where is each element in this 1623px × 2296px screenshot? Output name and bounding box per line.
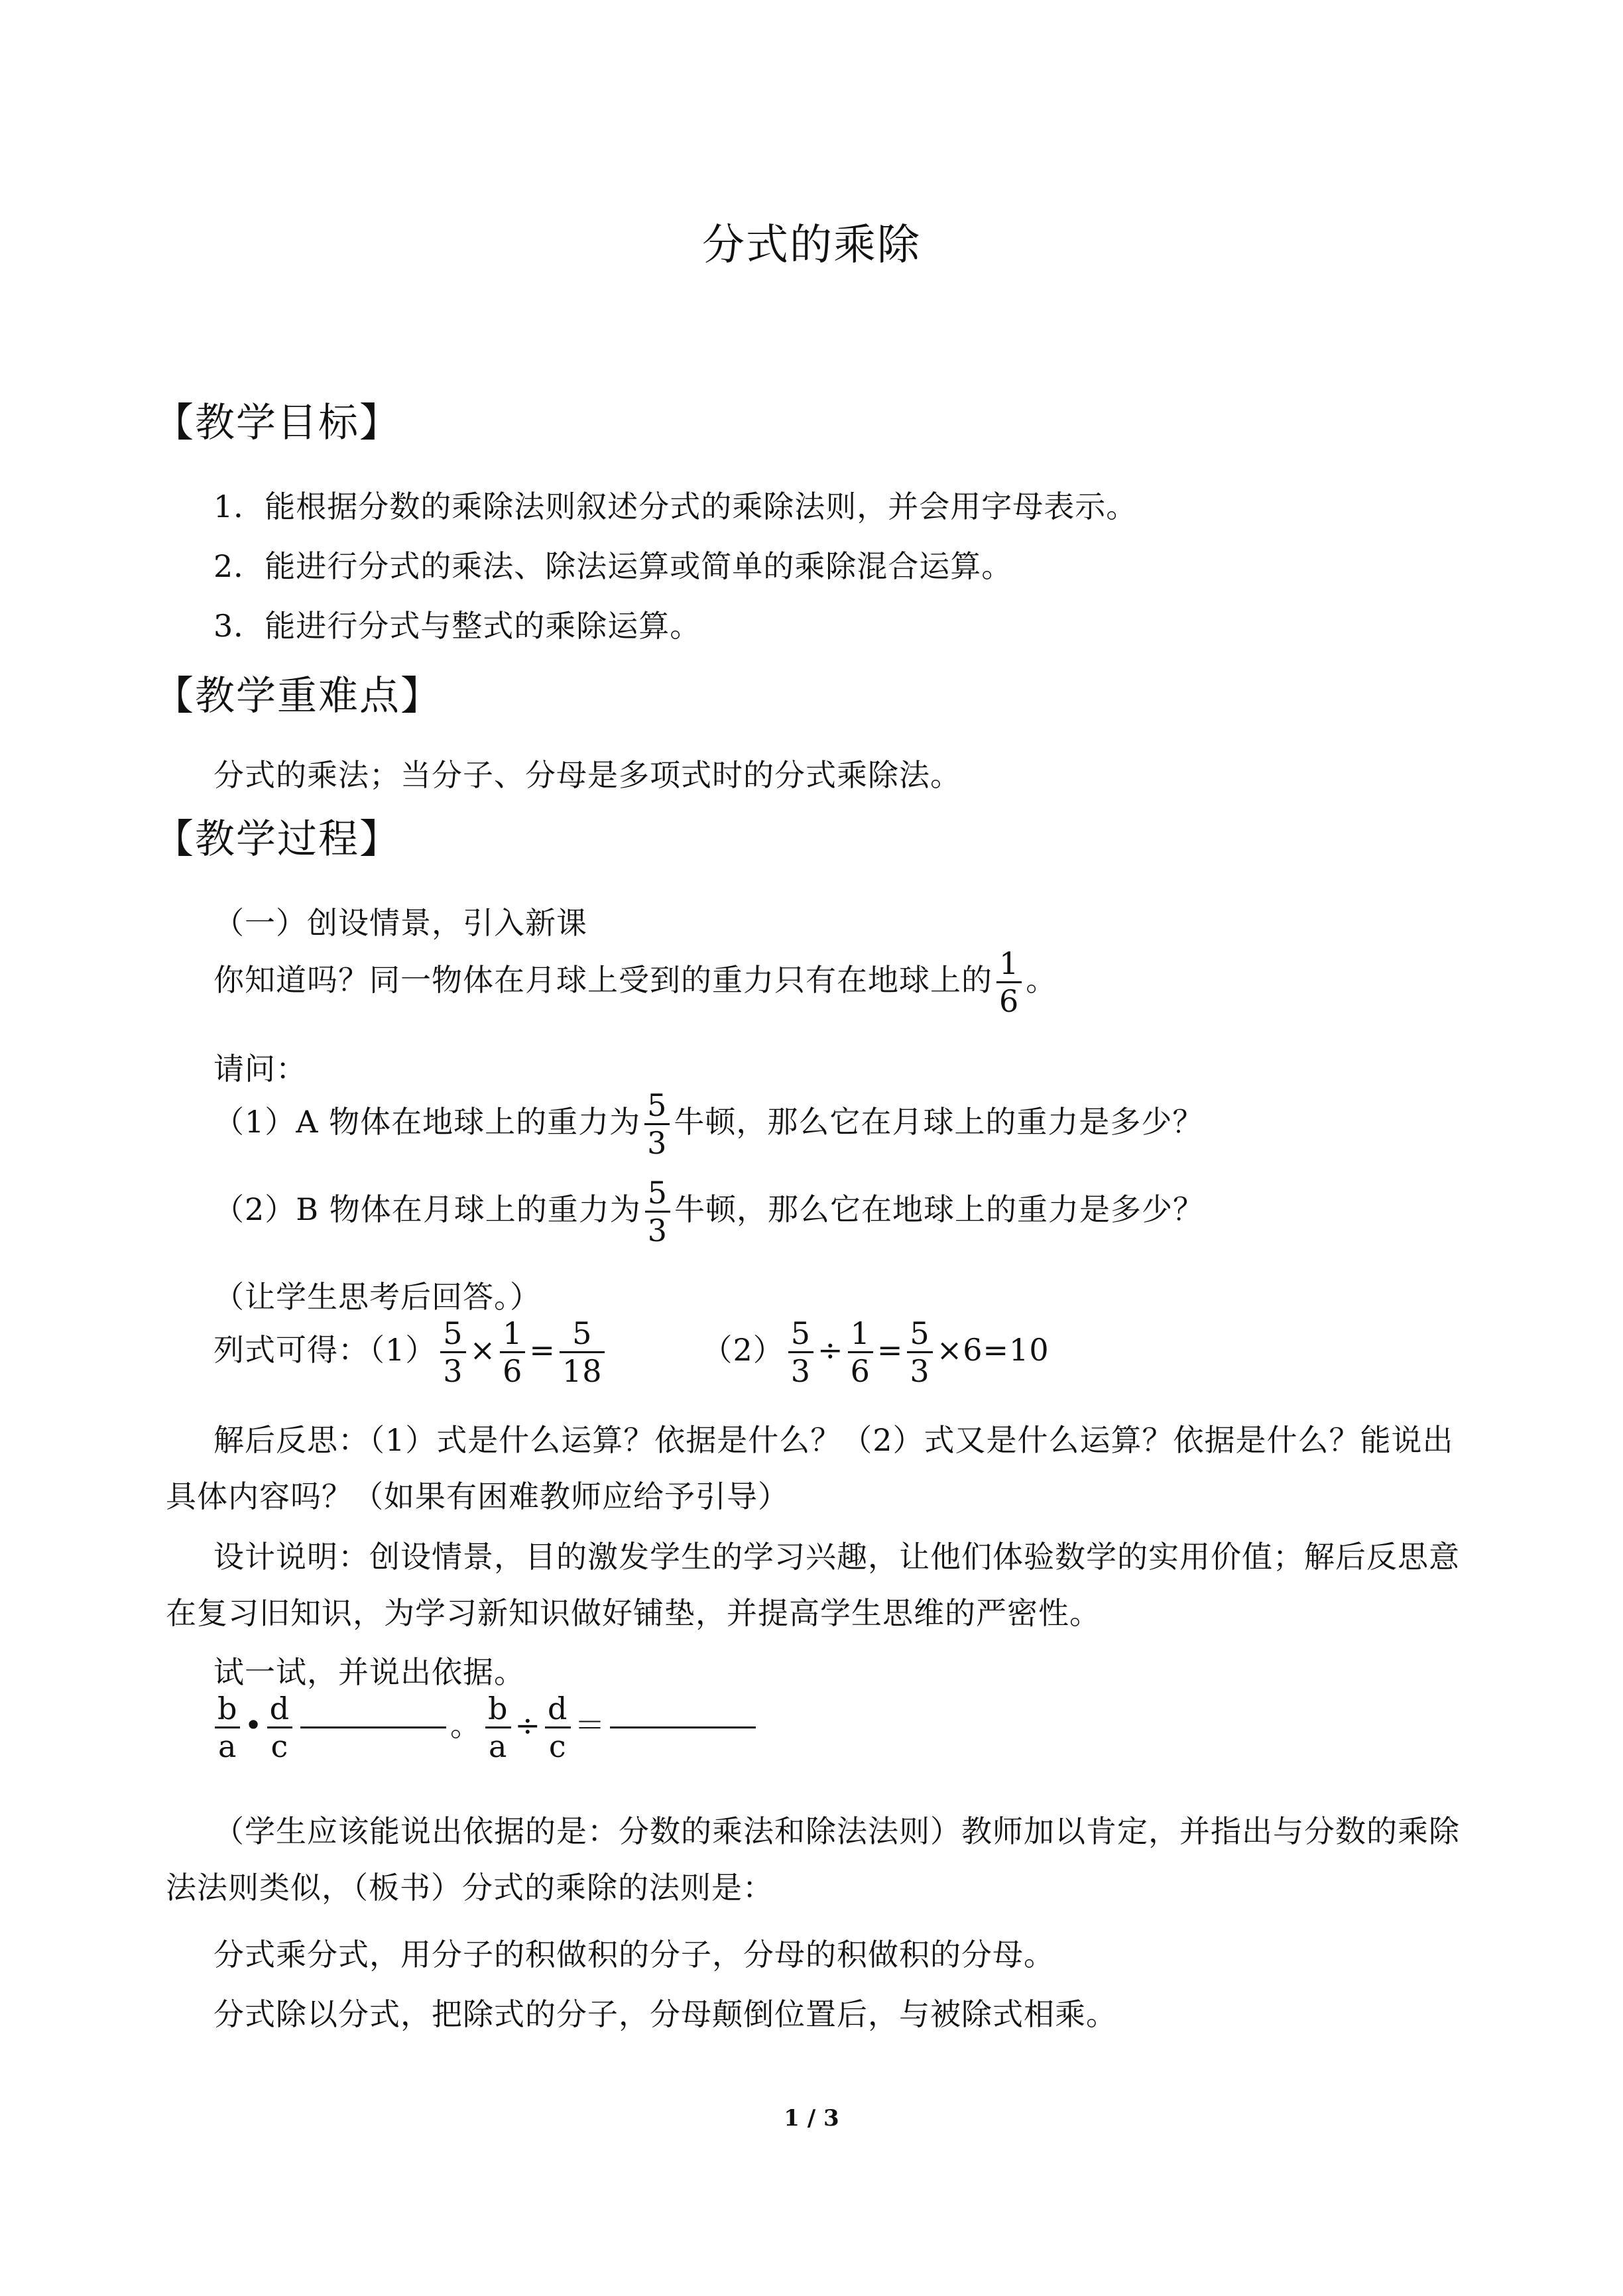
question-1 bbox=[213, 1087, 1203, 1162]
formula-line bbox=[213, 1315, 1050, 1390]
process-heading: 【教学过程】 bbox=[154, 816, 400, 863]
fraction-one-sixth bbox=[996, 945, 1022, 1020]
ask-label: 请问： bbox=[213, 1051, 307, 1087]
equals-sign: ＝ bbox=[574, 1707, 606, 1743]
fraction-numerator: d bbox=[545, 1691, 570, 1728]
fraction-denominator: c bbox=[548, 1728, 567, 1765]
fraction-numerator: 5 bbox=[440, 1315, 465, 1353]
times-sign: × bbox=[469, 1331, 497, 1368]
fraction-numerator: b bbox=[215, 1691, 240, 1728]
fraction-five-thirds bbox=[788, 1315, 813, 1390]
rule-multiply: 分式乘分式，用分子的积做积的分子，分母的积做积的分母。 bbox=[213, 1937, 1055, 1972]
document-title: 分式的乘除 bbox=[702, 221, 921, 270]
fraction-one-sixth bbox=[500, 1315, 525, 1390]
section-intro-title: （一）创设情景，引入新课 bbox=[213, 905, 587, 941]
answer-blank-2 bbox=[610, 1726, 756, 1728]
key-points-text: 分式的乘法；当分子、分母是多项式时的分式乘除法。 bbox=[213, 757, 961, 793]
reflection-paragraph: 解后反思：（1）式是什么运算？依据是什么？（2）式又是什么运算？依据是什么？能说出具体内容吗？（如果有困难教师应给予引导） bbox=[166, 1422, 1454, 1514]
fraction-numerator: b bbox=[485, 1691, 511, 1728]
fraction-numerator: 5 bbox=[788, 1315, 813, 1353]
question-1-prefix: （1）A 物体在地球上的重力为 bbox=[213, 1103, 641, 1140]
think-note: （让学生思考后回答。） bbox=[213, 1279, 541, 1315]
dot-sign: • bbox=[244, 1707, 263, 1743]
fraction-five-thirds bbox=[644, 1087, 670, 1162]
gravity-prefix: 你知道吗？同一物体在月球上受到的重力只有在地球上的 bbox=[213, 961, 992, 998]
divide-sign: ÷ bbox=[817, 1331, 844, 1368]
fraction-numerator: 5 bbox=[644, 1087, 670, 1125]
fraction-numerator: 5 bbox=[645, 1175, 670, 1213]
fraction-denominator: 3 bbox=[790, 1353, 812, 1390]
fraction-denominator: 6 bbox=[850, 1353, 871, 1390]
period-mark: 。 bbox=[450, 1707, 482, 1743]
fraction-numerator: 1 bbox=[500, 1315, 525, 1353]
gravity-statement bbox=[213, 945, 1057, 1020]
student-answer-paragraph: （学生应该能说出依据的是：分数的乘法和除法法则）教师加以肯定，并指出与分数的乘除法法则类似，（板书）分式的乘除的法则是： bbox=[166, 1813, 1460, 1905]
fraction-denominator: 3 bbox=[910, 1353, 930, 1390]
fraction-denominator: a bbox=[489, 1728, 508, 1765]
objective-item-1: 1．能根据分数的乘除法则叙述分式的乘除法则，并会用字母表示。 bbox=[213, 489, 1138, 524]
equals-sign: = bbox=[529, 1331, 556, 1368]
fraction-five-eighteenths bbox=[560, 1315, 605, 1390]
key-points-heading: 【教学重难点】 bbox=[154, 673, 442, 719]
rule-divide: 分式除以分式，把除式的分子，分母颠倒位置后，与被除式相乘。 bbox=[213, 1996, 1117, 2032]
formula-label: 列式可得：（1） bbox=[213, 1331, 437, 1368]
fraction-denominator: a bbox=[218, 1728, 237, 1765]
objective-item-3: 3．能进行分式与整式的乘除运算。 bbox=[213, 608, 701, 644]
question-2 bbox=[213, 1175, 1204, 1249]
fraction-denominator: c bbox=[270, 1728, 289, 1765]
divide-sign: ÷ bbox=[514, 1707, 542, 1743]
question-1-suffix: 牛顿，那么它在月球上的重力是多少？ bbox=[674, 1103, 1204, 1140]
fraction-denominator: 3 bbox=[647, 1213, 668, 1249]
fraction-denominator: 6 bbox=[503, 1353, 523, 1390]
fraction-numerator: 1 bbox=[996, 945, 1022, 983]
question-2-suffix: 牛顿，那么它在地球上的重力是多少？ bbox=[674, 1191, 1204, 1227]
try-exercise bbox=[211, 1691, 760, 1765]
fraction-b-over-a bbox=[215, 1691, 240, 1765]
fraction-five-thirds bbox=[440, 1315, 465, 1390]
gravity-suffix: 。 bbox=[1026, 961, 1057, 998]
fraction-one-sixth bbox=[848, 1315, 873, 1390]
fraction-d-over-c bbox=[267, 1691, 292, 1765]
objective-item-2: 2．能进行分式的乘法、除法运算或简单的乘除混合运算。 bbox=[213, 548, 1013, 584]
fraction-numerator: 5 bbox=[907, 1315, 932, 1353]
fraction-five-thirds bbox=[645, 1175, 670, 1249]
formula-part-2-label: （2） bbox=[701, 1331, 784, 1368]
fraction-numerator: d bbox=[267, 1691, 292, 1728]
fraction-denominator: 6 bbox=[999, 983, 1020, 1020]
fraction-b-over-a bbox=[485, 1691, 511, 1765]
objectives-heading: 【教学目标】 bbox=[154, 400, 400, 446]
try-prompt: 试一试，并说出依据。 bbox=[213, 1654, 525, 1690]
answer-blank-1 bbox=[300, 1726, 446, 1728]
fraction-denominator: 3 bbox=[443, 1353, 463, 1390]
fraction-denominator: 3 bbox=[647, 1125, 668, 1162]
fraction-denominator: 18 bbox=[562, 1353, 603, 1390]
page-number: 1 / 3 bbox=[784, 2105, 839, 2132]
equals-sign: = bbox=[876, 1331, 904, 1368]
fraction-numerator: 1 bbox=[848, 1315, 873, 1353]
times-six-result: ×6=10 bbox=[936, 1331, 1050, 1368]
fraction-five-thirds bbox=[907, 1315, 932, 1390]
design-paragraph: 设计说明：创设情景，目的激发学生的学习兴趣，让他们体验数学的实用价值；解后反思意在复习旧知识，为学习新知识做好铺垫，并提高学生思维的严密性。 bbox=[166, 1539, 1460, 1631]
fraction-numerator: 5 bbox=[560, 1315, 605, 1353]
question-2-prefix: （2）B 物体在月球上的重力为 bbox=[213, 1191, 641, 1227]
fraction-d-over-c bbox=[545, 1691, 570, 1765]
